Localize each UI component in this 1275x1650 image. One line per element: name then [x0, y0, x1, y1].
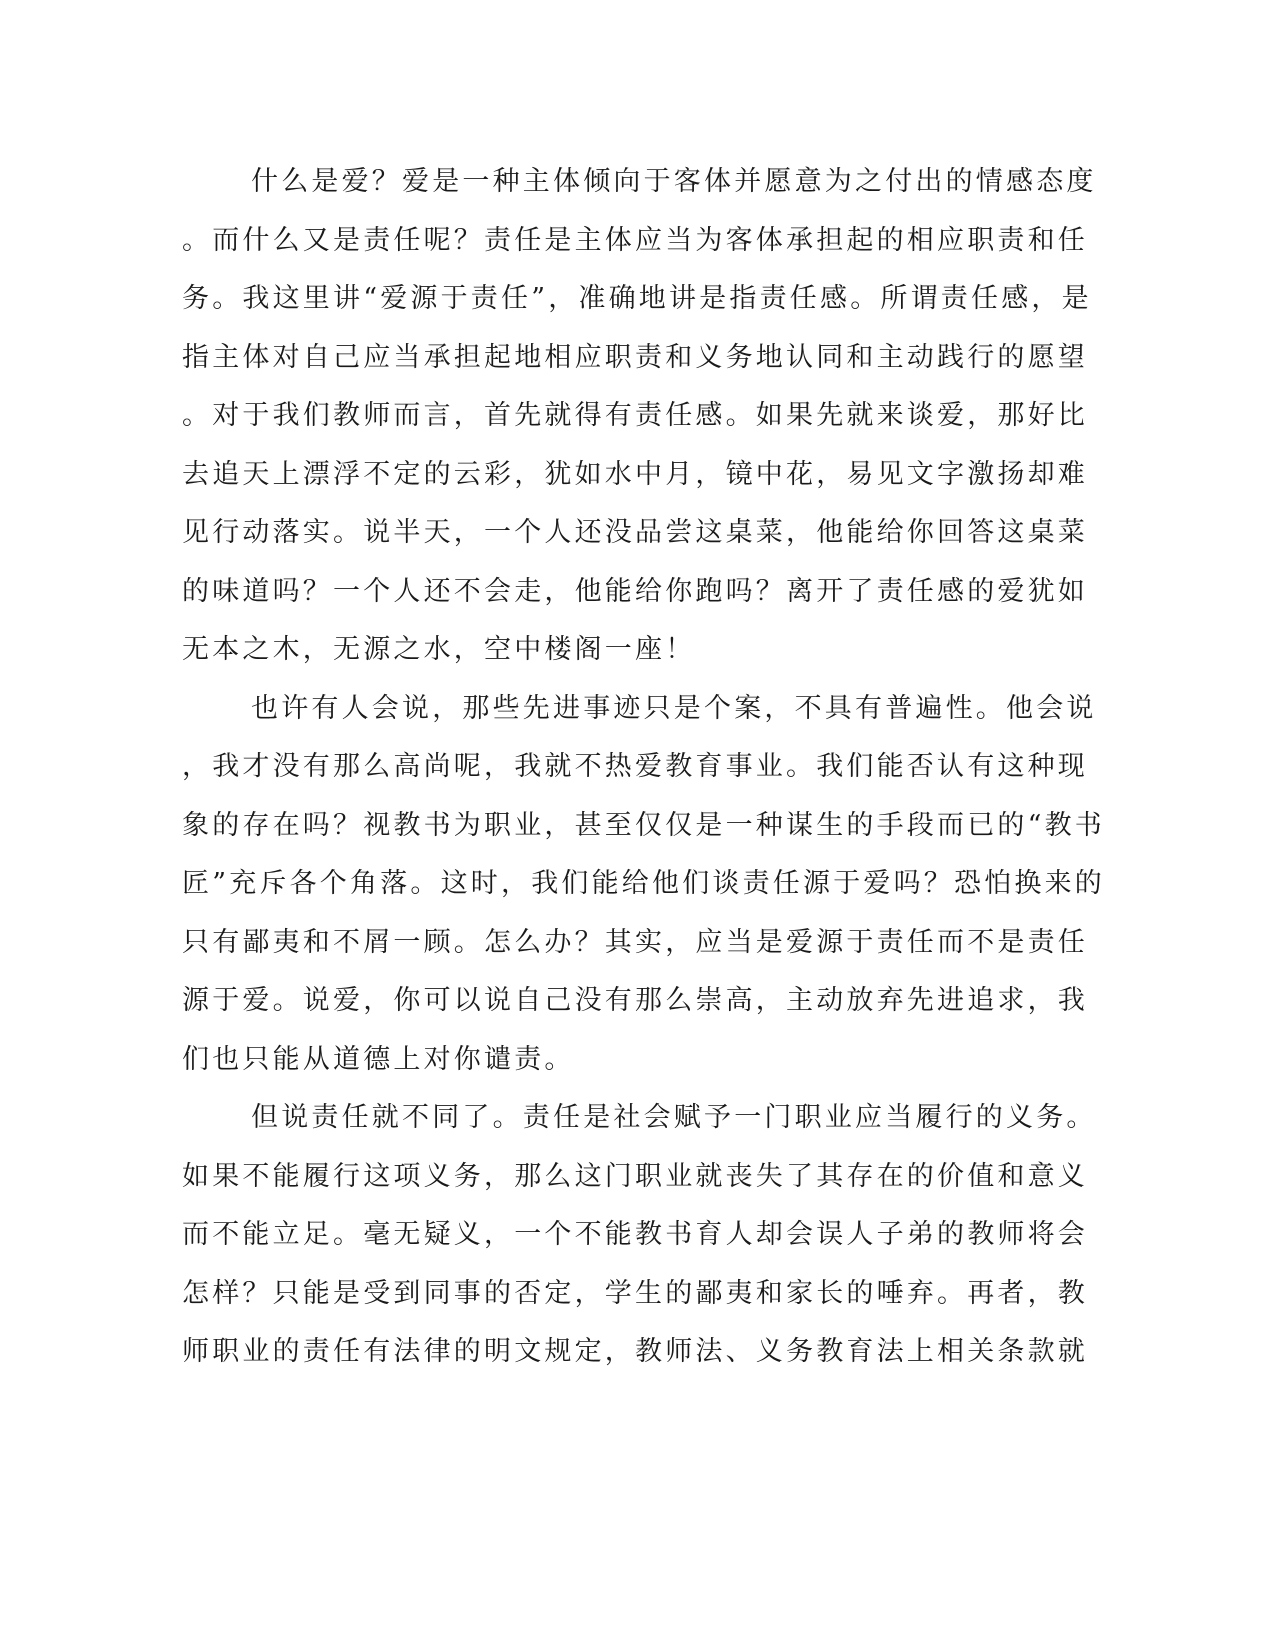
paragraph-1-line-1: 什么是爱？爱是一种主体倾向于客体并愿意为之付出的情感态度	[251, 166, 1097, 197]
paragraph-1-line-5: 。对于我们教师而言，首先就得有责任感。如果先就来谈爱，那好比	[182, 400, 1088, 431]
paragraph-3-line-4: 怎样？只能是受到同事的否定，学生的鄙夷和家长的唾弃。再者，教	[182, 1278, 1088, 1309]
paragraph-2-line-5: 只有鄙夷和不屑一顾。怎么办？其实，应当是爱源于责任而不是责任	[182, 927, 1088, 958]
paragraph-3-line-1: 但说责任就不同了。责任是社会赋予一门职业应当履行的义务。	[251, 1102, 1097, 1133]
paragraph-1-line-3: 务。我这里讲“爱源于责任”，准确地讲是指责任感。所谓责任感，是	[182, 283, 1092, 314]
paragraph-3-line-5: 师职业的责任有法律的明文规定，教师法、义务教育法上相关条款就	[182, 1336, 1088, 1367]
paragraph-2-line-6: 源于爱。说爱，你可以说自己没有那么崇高，主动放弃先进追求，我	[182, 985, 1088, 1016]
paragraph-1-line-7: 见行动落实。说半天，一个人还没品尝这桌菜，他能给你回答这桌菜	[182, 517, 1088, 548]
paragraph-1-line-6: 去追天上漂浮不定的云彩，犹如水中月，镜中花，易见文字激扬却难	[182, 459, 1088, 490]
paragraph-1-line-2: 。而什么又是责任呢？责任是主体应当为客体承担起的相应职责和任	[182, 225, 1088, 256]
paragraph-2-line-2: ，我才没有那么高尚呢，我就不热爱教育事业。我们能否认有这种现	[182, 751, 1088, 782]
paragraph-1-line-4: 指主体对自己应当承担起地相应职责和义务地认同和主动践行的愿望	[182, 342, 1088, 373]
paragraph-1-line-9: 无本之木，无源之水，空中楼阁一座！	[182, 634, 696, 665]
paragraph-1-line-8: 的味道吗？一个人还不会走，他能给你跑吗？离开了责任感的爱犹如	[182, 576, 1088, 607]
paragraph-3-line-2: 如果不能履行这项义务，那么这门职业就丧失了其存在的价值和意义	[182, 1161, 1088, 1192]
paragraph-2-line-3: 象的存在吗？视教书为职业，甚至仅仅是一种谋生的手段而已的“教书	[182, 810, 1106, 841]
paragraph-3-line-3: 而不能立足。毫无疑义，一个不能教书育人却会误人子弟的教师将会	[182, 1219, 1088, 1250]
paragraph-2-line-7: 们也只能从道德上对你谴责。	[182, 1044, 575, 1075]
paragraph-2-line-4: 匠”充斥各个角落。这时，我们能给他们谈责任源于爱吗？恐怕换来的	[182, 868, 1106, 899]
paragraph-2-line-1: 也许有人会说，那些先进事迹只是个案，不具有普遍性。他会说	[251, 693, 1097, 724]
